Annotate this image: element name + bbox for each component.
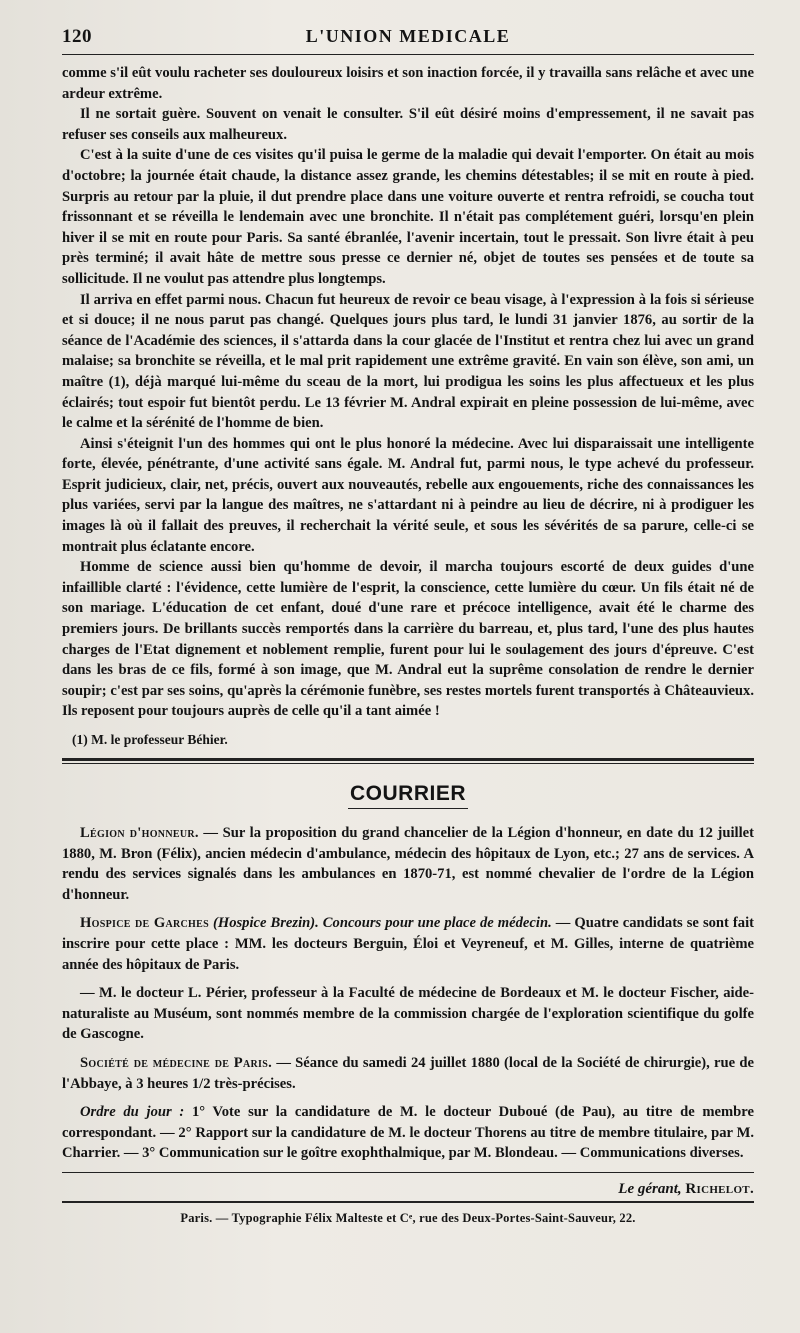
article-paragraph: Il ne sortait guère. Souvent on venait le consulter. S'il eût désiré moins d'empressement, il ne savait pas refuser ses conseils aux malheureux. [62, 106, 754, 143]
page-number: 120 [62, 26, 92, 47]
article-paragraph: comme s'il eût voulu racheter ses douloureux loisirs et son inaction forcée, il y travailla sans relâche et avec une ardeur extrême. [62, 65, 754, 102]
courrier-item-text: 1° Vote sur la candidature de M. le docteur Duboué (de Pau), au titre de membre correspondant. — 2° Rapport sur la candidature de M. le docteur Thorens au titre de membre titulaire, par M. Charrier. — 3° Communication sur le goître exophthalmique, par M. Blondeau. — Communications diverses. [62, 1104, 754, 1162]
courrier-heading: COURRIER [349, 782, 466, 805]
courrier-heading-rule [348, 808, 468, 809]
article-paragraph: Ainsi s'éteignit l'un des hommes qui ont le plus honoré la médecine. Avec lui disparaissait une intelligente forte, élevée, pénétrante, d'une activité sans égale. M. Andral fut, parmi nous, le type achevé du professeur. Esprit judicieux, clair, net, précis, ouvert aux nouveautés, rebelle aux engouements, riche des connaissances les plus variées, servi par la langue des maîtres, ne s'attardant ni à peindre au lieu de décrire, ni à prodiguer les images là où il fallait des preuves, il recherchait la vérité seule, et sous les sévérités de sa parure, celle-ci se montrait plus éclatante encore. [62, 435, 754, 555]
courrier-item-lead: Légion d'honneur. [80, 825, 199, 841]
gerant-signature [62, 1181, 754, 1198]
gerant-name: Richelot. [685, 1180, 754, 1197]
courrier-item-text: — Séance du samedi 24 juillet 1880 (local de la Société de chirurgie), rue de l'Abbaye, à 3 heures 1/2 très-précises. [62, 1054, 754, 1092]
courrier-section [62, 823, 754, 1164]
gerant-label: Le gérant, [618, 1180, 682, 1197]
footer-rule [62, 1172, 754, 1173]
courrier-item [62, 1053, 754, 1094]
courrier-item [62, 1102, 754, 1164]
courrier-item [62, 823, 754, 905]
article-paragraph: C'est à la suite d'une de ces visites qu'il puisa le germe de la maladie qui devait l'emporter. On était au mois d'octobre; la journée était chaude, la distance assez grande, les chemins détestables; il se mit en route à pied. Surpris au retour par la pluie, il dut prendre place dans une voiture ouverte et rentra refroidi, se coucha tout frissonnant et se réveilla le lendemain avec une bronchite. Il n'était pas complétement guéri, lorsqu'en plein hiver il se mit en route pour Paris. Sa santé ébranlée, l'avenir incertain, tout le pressait. Son livre était à peu près terminé; il avait hâte de mettre sous presse ce dernier né, objet de toutes ses pensées et de toute sa sollicitude. Il ne voulut pas attendre plus longtemps. [62, 147, 754, 287]
courrier-item-subhead: (Hospice Brezin). Concours pour une place de médecin. [208, 915, 552, 932]
courrier-item-text: — M. le docteur L. Périer, professeur à la Faculté de médecine de Bordeaux et M. le docteur Fischer, aide-naturaliste au Muséum, sont nommés membre de la commission chargée de l'exploration scientifique du golfe de Gascogne. [62, 985, 754, 1043]
printer-imprint: Paris. — Typographie Félix Malteste et Cᵉ, rue des Deux-Portes-Saint-Sauveur, 22. [180, 1210, 636, 1225]
footer-rule-bottom [62, 1201, 754, 1203]
courrier-item-lead: Hospice de Garches [80, 915, 209, 932]
page-header [62, 14, 754, 48]
courrier-item [62, 983, 754, 1045]
section-divider [62, 758, 754, 764]
courrier-item-text: — Sur la proposition du grand chancelier de la Légion d'honneur, en date du 12 juillet 1880, M. Bron (Félix), ancien médecin d'ambulance, médecin des hôpitaux de Lyon, etc.; 27 ans de services. A rendu des services signalés dans les ambulances en 1870-71, est nommé chevalier de l'ordre de la Légion d'honneur. [62, 825, 754, 903]
courrier-item-subhead: Ordre du jour : [80, 1104, 185, 1121]
courrier-item-lead: Société de médecine de Paris. [80, 1054, 273, 1071]
courrier-item-text: — Quatre candidats se sont fait inscrire pour cette place : MM. les docteurs Berguin, Éloi et Veyreneuf, et M. Gilles, interne de quatrième année des hôpitaux de Paris. [62, 915, 754, 973]
article-paragraph: Homme de science aussi bien qu'homme de devoir, il marcha toujours escorté de deux guides d'une infaillible clarté : l'évidence, cette lumière de l'esprit, la conscience, cette lumière du cœur. Un fils était né de son mariage. L'éducation de cet enfant, doué d'une rare et précoce intelligence, avait été le charme des premiers jours. De brillants succès remportés dans la carrière du barreau, et, plus tard, l'une des plus hautes charges de l'Etat dignement et noblement remplie, furent pour lui le soulagement des jours d'épreuve. C'est dans les bras de ce fils, formé à son image, que M. Andral eut la suprême consolation de rendre le dernier soupir; c'est par ses soins, qu'après la cérémonie funèbre, ses restes mortels furent transportés à Châteauvieux. Ils reposent pour toujours auprès de celle qu'il a tant aimée ! [62, 559, 754, 720]
article-body [62, 63, 754, 722]
journal-title: L'UNION MEDICALE [305, 26, 511, 46]
courrier-item [62, 913, 754, 975]
footnote: (1) M. le professeur Béhier. [72, 732, 228, 747]
article-paragraph: Il arriva en effet parmi nous. Chacun fut heureux de revoir ce beau visage, à l'expression à la fois si sérieuse et si douce; il ne nous parut pas changé. Quelques jours plus tard, le lundi 31 janvier 1876, au sortir de la séance de l'Académie des sciences, il s'attarda dans la cour glacée de l'Institut et rentra chez lui avec un grand malaise; sa bronchite se réveilla, et le mal prit rapidement une extrême gravité. En vain son élève, son ami, un maître (1), déjà marqué lui-même du sceau de la mort, lui prodigua les soins les plus affectueux et les plus éclairés; tout espoir fut bientôt perdu. Le 13 février M. Andral expirait en pleine possession de lui-même, avec le calme et la sérénité de l'homme de bien. [62, 291, 754, 432]
header-rule [62, 54, 754, 55]
